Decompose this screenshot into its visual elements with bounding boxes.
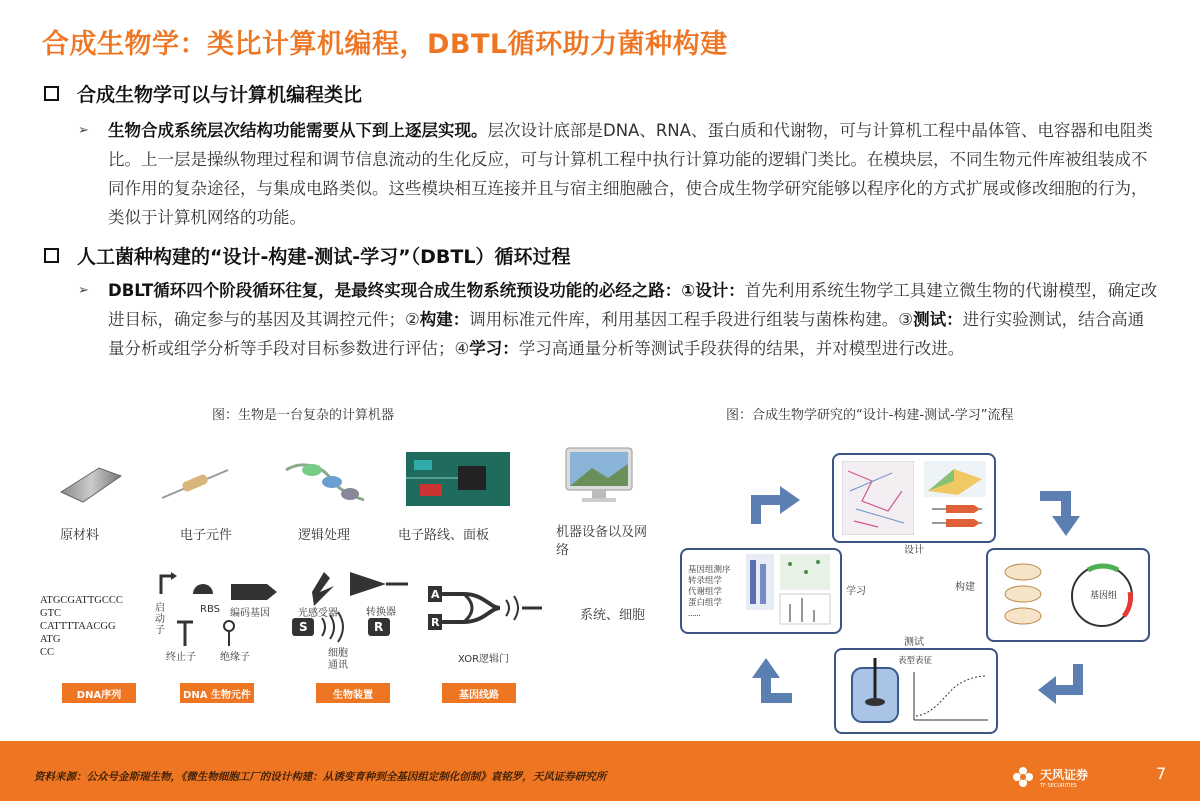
cycle-arrow-bottomright-icon — [1036, 660, 1092, 710]
stage-test-label: 测试 — [904, 637, 924, 648]
label-terminator: 终止子 — [166, 652, 196, 663]
label-insulator: 绝缘子 — [220, 652, 250, 663]
xor-gate-diagram — [424, 580, 544, 642]
bioreactor-icon — [844, 658, 906, 726]
logo-text-en: TF SECURITIES — [1040, 782, 1077, 789]
label-sensor: 光感受器 — [298, 608, 338, 619]
cycle-arrow-topleft-icon — [744, 480, 804, 530]
pathway-map-icon — [842, 461, 914, 535]
growth-curve-icon — [910, 668, 990, 726]
page-number: 7 — [1156, 764, 1167, 783]
circuit-board-icon — [406, 452, 510, 506]
logo-text-cn: 天风证券 — [1040, 767, 1089, 782]
letter-s: S — [299, 620, 308, 634]
arrow-bullet-icon: ➢ — [78, 123, 89, 138]
label-transducer: 转换器 — [366, 607, 396, 618]
figure-left-caption: 图：生物是一台复杂的计算机器 — [212, 408, 395, 423]
genome-label: 基因组 — [1090, 591, 1118, 601]
label-coding-gene: 编码基因 — [230, 608, 270, 619]
logic-component-icon — [282, 456, 368, 506]
omics-data-icon — [746, 554, 834, 626]
tag-dna-sequence: DNA序列 — [62, 683, 136, 703]
page-title: 合成生物学：类比计算机编程，DBTL循环助力菌种构建 — [42, 29, 728, 60]
item-raw-material: 原材料 — [60, 528, 100, 543]
tag-gene-circuit: 基因线路 — [442, 683, 516, 703]
arrow-bullet-icon: ➢ — [78, 283, 89, 298]
cells-icon — [998, 558, 1048, 630]
gene-construct-icon — [928, 501, 986, 531]
label-cell-communication: 细胞通讯 — [328, 648, 348, 671]
tag-dna-parts: DNA 生物元件 — [180, 683, 254, 703]
phenotype-label: 表型表征 — [898, 656, 933, 666]
label-xor-gate: XOR逻辑门 — [458, 654, 510, 665]
resistor-icon — [160, 466, 230, 502]
cycle-arrow-bottomleft-icon — [748, 654, 798, 710]
square-bullet-icon — [44, 86, 59, 101]
learn-box — [680, 548, 842, 634]
dna-sequence: ATGCGATTGCCC GTC CATTTTAACGG ATG CC — [40, 595, 123, 658]
flower-logo-icon — [1010, 764, 1036, 790]
stage-learn-label: 学习 — [846, 586, 866, 597]
company-logo — [1010, 762, 1110, 792]
raw-material-icon — [55, 462, 125, 506]
build-box — [986, 548, 1150, 642]
section1-paragraph: ➢ 生物合成系统层次结构功能需要从下到上逐层实现。层次设计底部是DNA、RNA、蛋白质和代谢物，可与计算机工程中晶体管、电容器和电阻类比。上一层是操纵物理过程和调节信息流动的生化反应，可与计算机工程中执行计算功能的逻辑门类比。在模块层，不同生物元件库被组装成不同作用的复杂途径，与集成电路类似。这些模块相互连接并且与宿主细胞融合，使合成生物学研究能够以程序化的方式扩展或修改细胞的行为，类似于计算机网络的功能。 — [78, 116, 1158, 232]
section1-heading: 合成生物学可以与计算机编程类比 — [44, 80, 362, 107]
section2-paragraph: ➢ DBLT循环四个阶段循环往复，是最终实现合成生物系统预设功能的必经之路：①设计：首先利用系统生物学工具建立微生物的代谢模型，确定改进目标，确定参与的基因及其调控元件；②构建：调用标准元件库，利用基因工程手段进行组装与菌株构建。③测试：进行实验测试，结合高通量分析或组学分析等手段对目标参数进行评估；④学习：学习高通量分析等测试手段获得的结果，并对模型进行改进。 — [78, 276, 1158, 363]
item-machine-network: 机器设备以及网络 — [556, 525, 648, 558]
test-box — [834, 648, 998, 734]
item-logic-processing: 逻辑处理 — [298, 528, 351, 543]
cycle-arrow-topright-icon — [1036, 484, 1086, 540]
design-box — [832, 453, 996, 543]
square-bullet-icon — [44, 248, 59, 263]
surface-plot-icon — [924, 461, 986, 497]
source-note: 资料来源：公众号金斯瑞生物，《微生物细胞工厂的设计构建：从诱变育种到全基因组定制化创制》袁铭罗，天风证券研究所 — [34, 771, 607, 783]
label-promoter: 启动子 — [155, 603, 165, 636]
computer-monitor-icon — [562, 446, 636, 506]
letter-r2: R — [431, 616, 440, 629]
tag-bio-device: 生物装置 — [316, 683, 390, 703]
item-circuit-board: 电子路线、面板 — [398, 528, 490, 543]
stage-design-label: 设计 — [904, 545, 924, 556]
label-rbs: RBS — [200, 604, 220, 615]
letter-r: R — [374, 620, 384, 634]
omics-list: 基因组测序 转录组学 代谢组学 蛋白组学 ...... — [688, 564, 731, 618]
section2-heading: 人工菌种构建的“设计-构建-测试-学习”（DBTL）循环过程 — [44, 242, 570, 269]
figure-right-caption: 图：合成生物学研究的“设计-构建-测试-学习”流程 — [726, 408, 1014, 423]
letter-a: A — [431, 588, 440, 601]
stage-build-label: 构建 — [955, 582, 975, 593]
item-electronic-component: 电子元件 — [180, 528, 233, 543]
label-system-cell: 系统、细胞 — [580, 608, 646, 623]
